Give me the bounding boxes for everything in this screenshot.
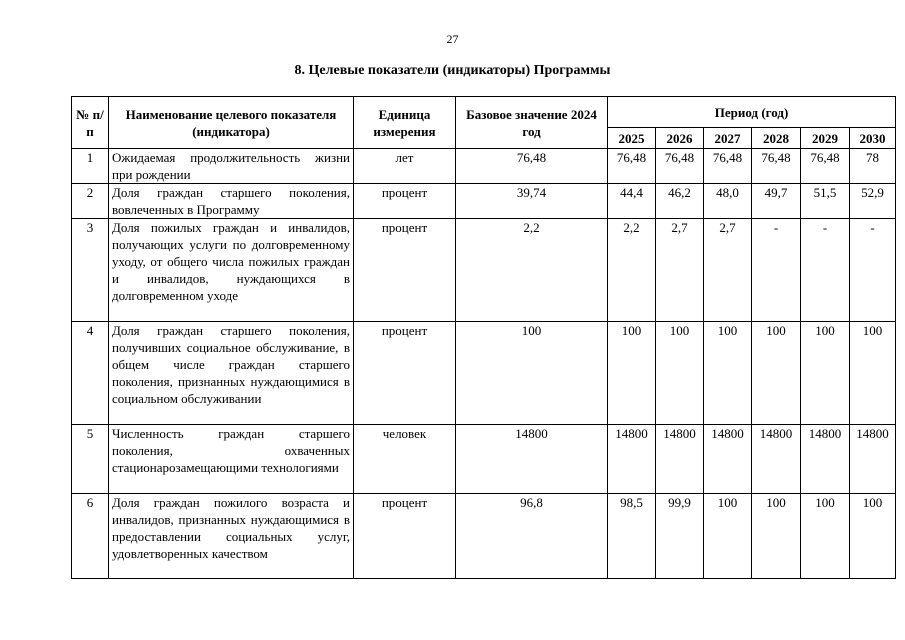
- row-num: 4: [72, 322, 109, 425]
- row-year-value: 98,5: [608, 494, 656, 579]
- row-num: 5: [72, 425, 109, 494]
- header-year: 2026: [656, 128, 704, 149]
- row-year-value: 76,48: [704, 149, 752, 184]
- row-year-value: 2,7: [656, 219, 704, 322]
- row-base-value: 39,74: [456, 184, 608, 219]
- row-year-value: 100: [801, 322, 850, 425]
- row-base-value: 96,8: [456, 494, 608, 579]
- row-year-value: 99,9: [656, 494, 704, 579]
- header-year: 2028: [752, 128, 801, 149]
- row-indicator-name: Доля пожилых граждан и инвалидов, получающих услуги по долговременному уходу, от общего числа пожилых граждан и инвалидов, нуждающихся в долговременном уходе: [109, 219, 354, 322]
- row-year-value: -: [850, 219, 896, 322]
- row-indicator-name: Доля граждан пожилого возраста и инвалидов, признанных нуждающимися в предоставлении социальных услуг, удовлетворенных качеством: [109, 494, 354, 579]
- row-year-value: 46,2: [656, 184, 704, 219]
- row-year-value: 100: [608, 322, 656, 425]
- row-year-value: 14800: [608, 425, 656, 494]
- row-year-value: 78: [850, 149, 896, 184]
- row-year-value: 14800: [704, 425, 752, 494]
- row-year-value: 76,48: [656, 149, 704, 184]
- row-year-value: 76,48: [608, 149, 656, 184]
- row-year-value: 100: [752, 322, 801, 425]
- row-year-value: 52,9: [850, 184, 896, 219]
- page-number: 27: [446, 32, 459, 46]
- row-base-value: 2,2: [456, 219, 608, 322]
- header-unit: Единица измерения: [354, 97, 456, 149]
- row-unit: человек: [354, 425, 456, 494]
- header-row-top: [72, 97, 896, 128]
- header-name: Наименование целевого показателя (индикатора): [109, 97, 354, 149]
- row-base-value: 76,48: [456, 149, 608, 184]
- row-unit: процент: [354, 494, 456, 579]
- header-year: 2025: [608, 128, 656, 149]
- row-year-value: -: [752, 219, 801, 322]
- header-period: Период (год): [608, 97, 896, 128]
- row-indicator-name: Доля граждан старшего поколения, получивших социальное обслуживание, в общем числе граждан старшего поколения, признанных нуждающимися в социальном обслуживании: [109, 322, 354, 425]
- header-year: 2029: [801, 128, 850, 149]
- row-year-value: 100: [850, 494, 896, 579]
- row-unit: процент: [354, 322, 456, 425]
- section-title: 8. Целевые показатели (индикаторы) Программы: [294, 63, 611, 78]
- row-year-value: 51,5: [801, 184, 850, 219]
- row-year-value: 100: [704, 494, 752, 579]
- indicators-table: [71, 96, 896, 579]
- table-row: [72, 184, 896, 219]
- row-unit: процент: [354, 219, 456, 322]
- table-row: [72, 494, 896, 579]
- row-indicator-name: Ожидаемая продолжительность жизни при рождении: [109, 149, 354, 184]
- row-unit: процент: [354, 184, 456, 219]
- row-year-value: 14800: [752, 425, 801, 494]
- row-year-value: 76,48: [752, 149, 801, 184]
- table-row: [72, 219, 896, 322]
- row-year-value: 14800: [801, 425, 850, 494]
- row-year-value: 100: [801, 494, 850, 579]
- row-year-value: 14800: [850, 425, 896, 494]
- header-year: 2027: [704, 128, 752, 149]
- row-num: 2: [72, 184, 109, 219]
- row-year-value: 2,2: [608, 219, 656, 322]
- row-year-value: 49,7: [752, 184, 801, 219]
- row-indicator-name: Численность граждан старшего поколения, охваченных стационарозамещающими технологиями: [109, 425, 354, 494]
- row-num: 1: [72, 149, 109, 184]
- row-year-value: 14800: [656, 425, 704, 494]
- row-year-value: 100: [704, 322, 752, 425]
- table-row: [72, 425, 896, 494]
- row-indicator-name: Доля граждан старшего поколения, вовлеченных в Программу: [109, 184, 354, 219]
- row-unit: лет: [354, 149, 456, 184]
- row-num: 3: [72, 219, 109, 322]
- row-year-value: 2,7: [704, 219, 752, 322]
- row-year-value: 76,48: [801, 149, 850, 184]
- header-base: Базовое значение 2024 год: [456, 97, 608, 149]
- row-year-value: 44,4: [608, 184, 656, 219]
- header-num: № п/п: [72, 97, 109, 149]
- row-year-value: 100: [850, 322, 896, 425]
- header-year: 2030: [850, 128, 896, 149]
- row-base-value: 14800: [456, 425, 608, 494]
- row-year-value: 100: [656, 322, 704, 425]
- row-year-value: -: [801, 219, 850, 322]
- row-base-value: 100: [456, 322, 608, 425]
- row-num: 6: [72, 494, 109, 579]
- table-row: [72, 322, 896, 425]
- row-year-value: 100: [752, 494, 801, 579]
- table-row: [72, 149, 896, 184]
- row-year-value: 48,0: [704, 184, 752, 219]
